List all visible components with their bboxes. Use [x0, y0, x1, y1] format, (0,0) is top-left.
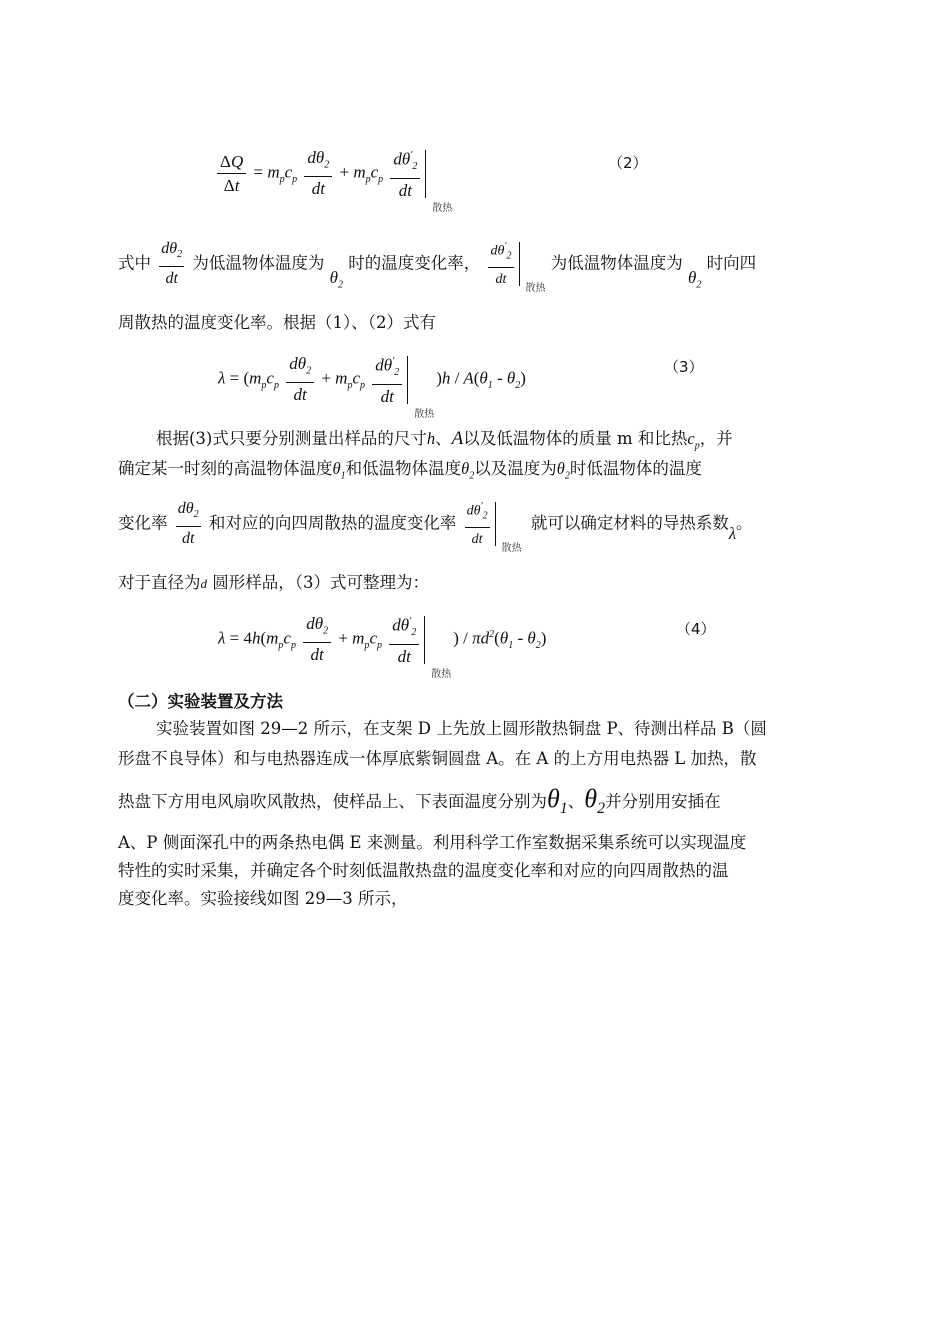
p1-text-b: 为低温物体温度为: [192, 253, 325, 273]
section2-line-5: 特性的实时采集，并确定各个时刻低温散热盘的温度变化率和对应的向四周散热的温: [118, 861, 729, 880]
paragraph-2-line-2: 确定某一时刻的高温物体温度$\theta_1$和低温物体温度$\theta_2$以及温度为$\theta_2$时低温物体的温度: [118, 459, 702, 482]
p2-l1d: ，并: [699, 429, 733, 448]
equation-3: $\lambda = (m_pc_p$ $\frac{d\theta_2}{dt}$ + $m_pc_p$ $\frac{d\theta'_2}{dt}$ 散热 )$h / A(\theta_1 - \theta_2)$: [218, 353, 526, 420]
p1-text-d: 为低温物体温度为: [550, 253, 683, 273]
equation-3-number: （3）: [664, 358, 704, 376]
p2-l1b: 、: [435, 429, 452, 448]
section2-line-2: 形盘不良导体）和与电热器连成一体厚底紫铜圆盘 A。在 A 的上方用电热器 L 加热，散: [118, 749, 757, 768]
equation-4-number: （4）: [676, 620, 716, 638]
p2-l1c: 以及低温物体的质量 m 和比热: [463, 429, 688, 448]
p2-l4b: 圆形样品，（3）式可整理为：: [212, 573, 429, 592]
p2-l2b: 和低温物体温度: [345, 459, 462, 478]
p2-l2c: 以及温度为: [474, 459, 557, 478]
p1-text-e: 时向四: [706, 253, 757, 273]
paragraph-2-line-3: 变化率 $\frac{d\theta_2}{dt}$ 和对应的向四周散热的温度变化率 $\frac{d\theta'_2}{dt}$ 散热 就可以确定材料的导热系数λ。: [118, 496, 753, 552]
p1-subscript: 散热: [525, 283, 546, 295]
p2-l3b: 和对应的向四周散热的温度变化率: [208, 513, 457, 533]
paragraph-2-line-1: 根据(3)式只要分别测量出样品的尺寸h、A以及低温物体的质量 m 和比热$c_p$，并: [156, 428, 733, 452]
section2-line-1: 实验装置如图 29—2 所示，在支架 D 上先放上圆形散热铜盘 P、待测出样品 B（圆: [156, 719, 767, 738]
paragraph-1-line-2: 周散热的温度变化率。根据（1）、（2）式有: [118, 313, 436, 332]
p2-l3c: 就可以确定材料的导热系数: [530, 513, 729, 533]
p1-text-a: 式中: [118, 253, 151, 273]
s2-l3a: 热盘下方用电风扇吹风散热，使样品上、下表面温度分别为: [118, 792, 547, 811]
section-heading: （二）实验装置及方法: [118, 692, 283, 711]
equation-2: $\frac{\Delta Q}{\Delta t}$ = $m_pc_p$ $\frac{d\theta_2}{dt}$ + $m_pc_p$ $\frac{d\theta'_2}{dt}$ 散热: [214, 146, 444, 201]
p2-subscript: 散热: [501, 543, 522, 555]
p2-l3a: 变化率: [118, 513, 168, 533]
section2-line-3: 热盘下方用电风扇吹风散热，使样品上、下表面温度分别为$\theta_1$、$\theta_2$并分别用安插在: [118, 784, 721, 818]
s2-l3c: 并分别用安插在: [605, 792, 721, 811]
section2-line-4: A、P 侧面深孔中的两条热电偶 E 来测量。利用科学工作室数据采集系统可以实现温度: [118, 833, 747, 852]
eq3-subscript: 散热: [414, 408, 435, 420]
p2-l2a: 确定某一时刻的高温物体温度: [118, 459, 333, 478]
paragraph-2-line-4: 对于直径为d 圆形样品，（3）式可整理为：: [118, 573, 429, 592]
equation-4: $\lambda = 4h(m_pc_p$ $\frac{d\theta_2}{dt}$ + $m_pc_p$ $\frac{d\theta'_2}{dt}$ 散热 ) / $\pi d^2(\theta_1 - \theta_2)$: [218, 613, 547, 680]
p2-l2d: 时低温物体的温度: [569, 459, 702, 478]
eq2-subscript: 散热: [432, 202, 453, 214]
eq4-subscript: 散热: [431, 668, 452, 680]
equation-2-number: （2）: [608, 154, 648, 172]
p1-text-c: 时的温度变化率，: [348, 253, 481, 273]
section2-line-6: 度变化率。实验接线如图 29—3 所示，: [118, 889, 408, 908]
s2-l3b: 、: [567, 792, 585, 811]
p2-l4a: 对于直径为: [118, 573, 201, 592]
p2-l3d: 。: [736, 513, 753, 533]
p2-l1a: 根据(3)式只要分别测量出样品的尺寸: [156, 429, 427, 448]
paragraph-1-line-1: 式中 $\frac{d\theta_2}{dt}$ 为低温物体温度为 $\theta_2$ 时的温度变化率， $\frac{d\theta'_2}{dt}$ 散热 为低温物体温度为 $\theta_2$ 时向四: [118, 236, 756, 292]
